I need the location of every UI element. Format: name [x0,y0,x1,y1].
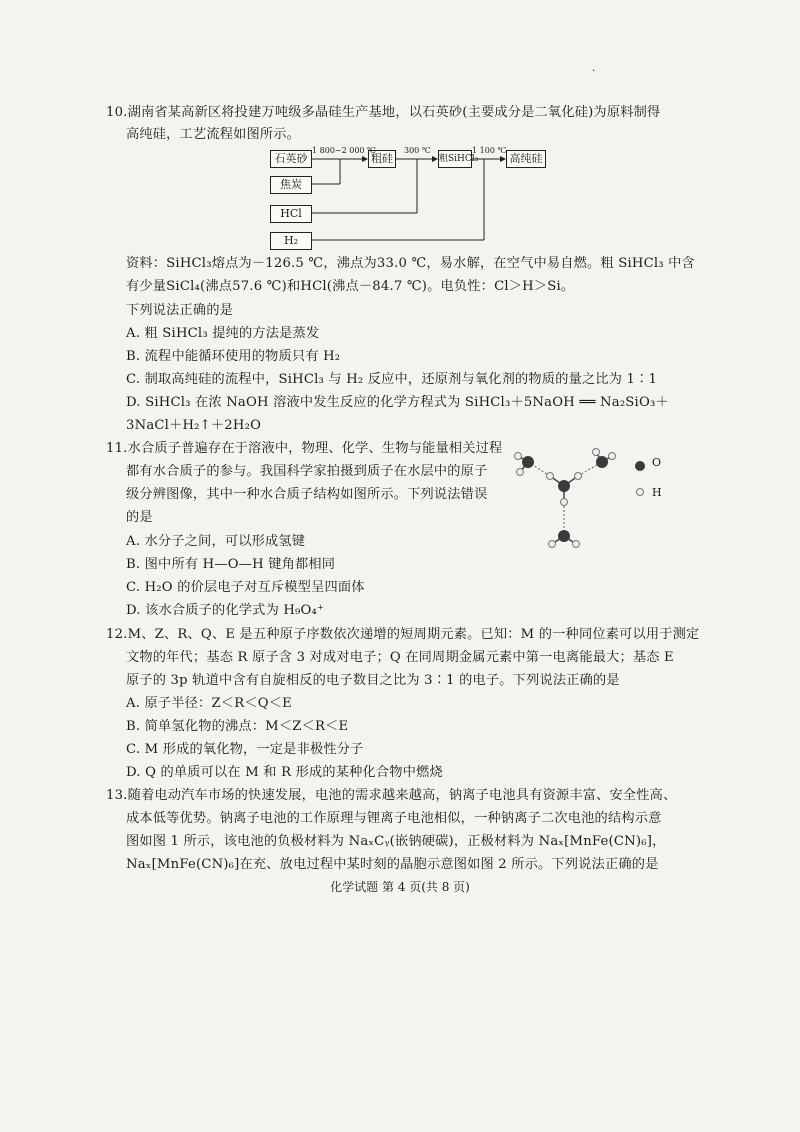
q10-option-d-line2: 3NaCl＋H₂↑＋2H₂O [126,418,262,433]
q13-stem-line3: 图如图 1 所示，该电池的负极材料为 NaₓCᵧ(嵌钠硬碳)，正极材料为 Naₓ[MnFe(CN)₆]， [126,834,666,849]
flow-quartz-box: 石英砂 [270,150,312,168]
q11-option-b: B. 图中所有 H—O—H 键角都相同 [126,557,336,572]
q13-stem-line1: 13.随着电动汽车市场的快速发展，电池的需求越来越高，钠离子电池具有资源丰富、安全性高、 [106,788,677,803]
q13-stem-line2: 成本低等优势。钠离子电池的工作原理与锂离子电池相似，一种钠离子二次电池的结构示意 [126,811,662,826]
q11-stem-line3: 级分辨图像，其中一种水合质子结构如图所示。下列说法错误 [126,487,488,502]
q10-info-line1: 资料：SiHCl₃熔点为－126.5 ℃，沸点为33.0 ℃，易水解，在空气中易自燃。粗 SiHCl₃ 中含 [126,256,695,271]
q11-option-a: A. 水分子之间，可以形成氢键 [126,534,306,549]
q12-option-b: B. 简单氢化物的沸点：M＜Z＜R＜E [126,719,349,734]
q10-stem-line2: 高纯硅，工艺流程如图所示。 [126,127,301,142]
q10-stem-line1: 10.湖南省某高新区将投建万吨级多晶硅生产基地，以石英砂(主要成分是二氧化硅)为原料制得 [106,105,661,120]
q12-option-a: A. 原子半径：Z＜R＜Q＜E [126,696,292,711]
q10-info-line2: 有少量SiCl₄(沸点57.6 ℃)和HCl(沸点－84.7 ℃)。电负性：Cl＞H＞Si。 [126,279,575,294]
q11-stem-line2: 都有水合质子的参与。我国科学家拍摄到质子在水层中的原子 [126,464,488,479]
flow-h2-box: H₂ [270,232,312,250]
q12-option-c: C. M 形成的氧化物，一定是非极性分子 [126,742,364,757]
q13-stem-line4: Naₓ[MnFe(CN)₆]在充、放电过程中某时刻的晶胞示意图如图 2 所示。下列说法正确的是 [126,857,659,872]
q11-stem-line4: 的是 [126,510,153,525]
flow-pure-si-box: 高纯硅 [506,150,546,168]
q12-stem-line1: 12.M、Z、R、Q、E 是五种原子序数依次递增的短周期元素。已知：M 的一种同位素可以用于测定 [106,627,700,642]
flow-crude-si-box: 粗硅 [368,150,396,168]
q11-stem-line1: 11.水合质子普遍存在于溶液中，物理、化学、生物与能量相关过程 [106,441,503,456]
flow-coke-box: 焦炭 [270,176,312,194]
q10-option-d-line1: D. SiHCl₃ 在浓 NaOH 溶液中发生反应的化学方程式为 SiHCl₃＋5NaOH ══ Na₂SiO₃＋ [126,395,669,410]
q12-stem-line3: 原子的 3p 轨道中含有自旋相反的电子数目之比为 3∶1 的电子。下列说法正确的是 [126,673,620,688]
q11-option-c: C. H₂O 的价层电子对互斥模型呈四面体 [126,580,365,595]
q11-option-d: D. 该水合质子的化学式为 H₉O₄⁺ [126,603,325,618]
flow-condition-1: 1 800~2 000 ℃ [312,146,376,155]
q10-option-c: C. 制取高纯硅的流程中，SiHCl₃ 与 H₂ 反应中，还原剂与氧化剂的物质的量之比为 1∶1 [126,372,658,387]
q10-option-b: B. 流程中能循环使用的物质只有 H₂ [126,349,341,364]
page-footer: 化学试题 第 4 页(共 8 页) [330,880,470,894]
flow-crude-sihcl3-box: 粗SiHCl₃ [438,150,472,168]
legend-oxygen-label: O [652,456,662,469]
q10-prompt: 下列说法正确的是 [126,303,234,318]
flow-hcl-box: HCl [270,205,312,223]
flow-condition-3: 1 100 ℃ [472,146,507,155]
flow-condition-2: 300 ℃ [404,146,431,155]
q10-option-a: A. 粗 SiHCl₃ 提纯的方法是蒸发 [126,326,320,341]
legend-hydrogen-label: H [652,486,662,499]
q12-stem-line2: 文物的年代；基态 R 原子含 3 对成对电子；Q 在同周期金属元素中第一电离能最大；基态 E [126,650,674,665]
corner-mark: · [592,66,596,77]
q12-option-d: D. Q 的单质可以在 M 和 R 形成的某种化合物中燃烧 [126,765,443,780]
